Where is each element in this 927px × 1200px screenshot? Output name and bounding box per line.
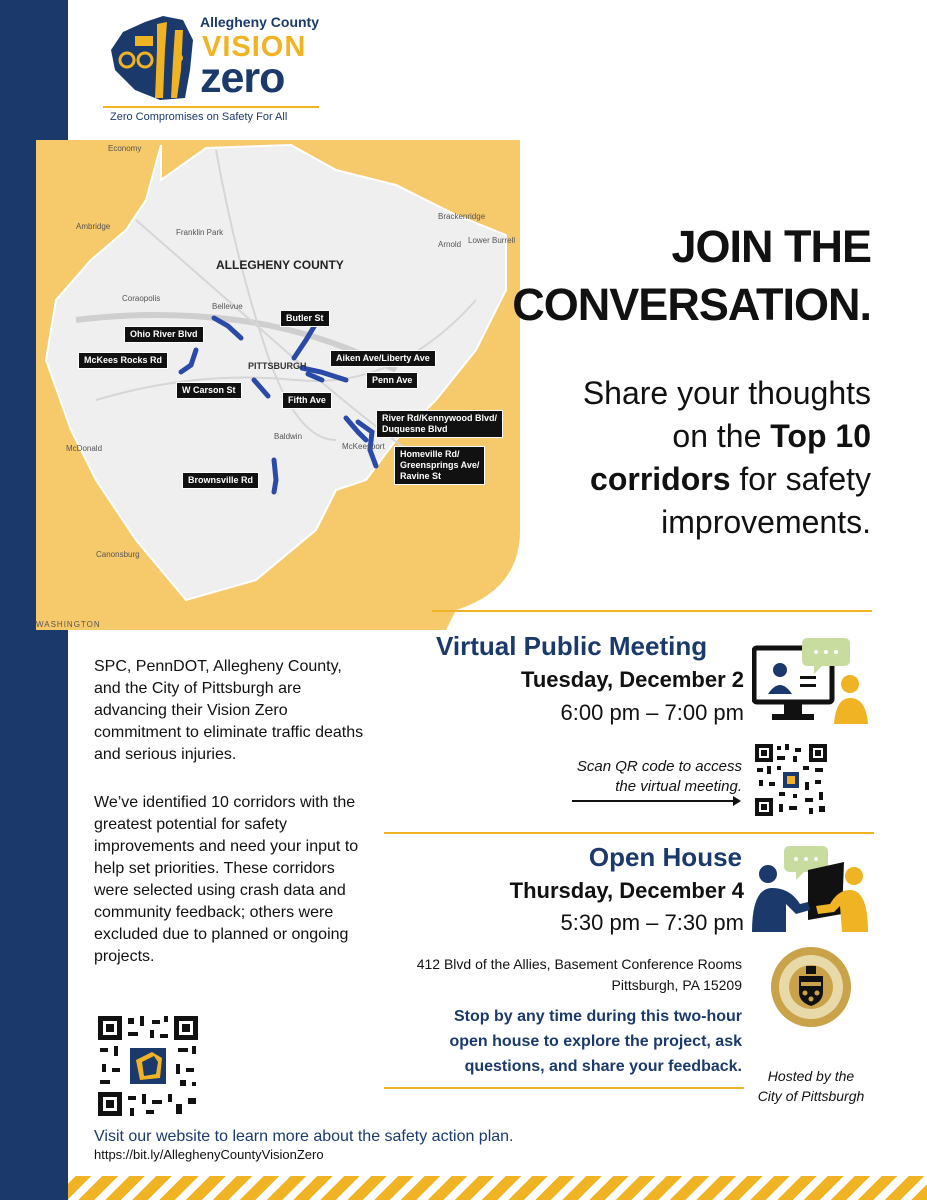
share-text xyxy=(583,372,871,544)
virtual-meeting-date: Tuesday, December 2 xyxy=(521,667,744,692)
share-line-2-text: on the xyxy=(672,418,771,454)
open-house-description xyxy=(402,1004,742,1079)
share-line-1: Share your thoughts xyxy=(582,375,871,411)
hosted-by xyxy=(756,1066,866,1106)
address-line-2: Pittsburgh, PA 15209 xyxy=(611,977,742,993)
place-ambridge: Ambridge xyxy=(76,222,111,231)
logo-vision-text: VISION xyxy=(202,31,307,63)
qr-caption xyxy=(577,757,742,797)
intro-paragraph-1: SPC, PennDOT, Allegheny County, and the City of Pittsburgh are advancing their Vision Zero commitment to eliminate traffic deaths and serious injuries. xyxy=(94,658,364,763)
corridor-label: W Carson St xyxy=(176,382,242,399)
virtual-meeting-qr-code[interactable] xyxy=(753,742,829,823)
virtual-meeting-time: 6:00 pm – 7:00 pm xyxy=(560,700,744,725)
corridor-label-line: Ravine St xyxy=(400,471,442,481)
hosted-line-1: Hosted by the xyxy=(767,1068,855,1084)
qr-caption-line-2: the virtual meeting. xyxy=(615,778,742,795)
headline-line-2: CONVERSATION. xyxy=(512,279,871,330)
place-arnold: Arnold xyxy=(438,240,462,249)
share-line-3-text: for safety xyxy=(730,461,871,497)
intro-paragraph-2: We’ve identified 10 corridors with the greatest potential for safety improvements and need your input to help set priorities. These corridors were selected using crash data and community feedback; others were excluded due to planned or ongoing projects. xyxy=(94,794,359,965)
share-line-4: improvements. xyxy=(661,504,871,540)
place-mckeesport: McKeesport xyxy=(342,442,385,451)
corridor-label-line: River Rd/Kennywood Blvd/ xyxy=(382,413,498,423)
corridor-label-line: Homeville Rd/ xyxy=(400,449,460,459)
open-house-address xyxy=(417,954,742,996)
share-line-3-bold: corridors xyxy=(590,461,731,497)
place-franklin-park: Franklin Park xyxy=(176,228,224,237)
corridor-label: Aiken Ave/Liberty Ave xyxy=(330,350,436,367)
logo-county-text: Allegheny County xyxy=(200,14,320,30)
corridor-label: Brownsville Rd xyxy=(182,472,259,489)
hosted-line-2: City of Pittsburgh xyxy=(757,1088,865,1104)
open-house-time: 5:30 pm – 7:30 pm xyxy=(560,910,744,935)
city-of-pittsburgh-seal-icon xyxy=(770,946,852,1033)
place-economy: Economy xyxy=(108,144,142,153)
logo-divider xyxy=(103,106,319,108)
share-line-2-bold: Top 10 xyxy=(770,418,871,454)
place-mcdonald: McDonald xyxy=(66,444,103,453)
place-coraopolis: Coraopolis xyxy=(122,294,161,303)
logo-county-shape-icon xyxy=(105,10,200,105)
corridor-label-line: Greensprings Ave/ xyxy=(400,460,480,470)
place-washington: WASHINGTON xyxy=(36,620,101,629)
place-canonsburg: Canonsburg xyxy=(96,550,140,559)
corridor-label: McKees Rocks Rd xyxy=(78,352,168,369)
share-line-2 xyxy=(583,415,871,458)
description-line-1: Stop by any time during this two-hour xyxy=(454,1008,742,1025)
logo-tagline: Zero Compromises on Safety For All xyxy=(110,111,288,123)
headline-line-1: JOIN THE xyxy=(671,221,871,272)
open-house-date: Thursday, December 4 xyxy=(509,878,744,903)
open-house-title: Open House xyxy=(588,842,742,872)
map-city-label: PITTSBURGH xyxy=(248,361,307,371)
corridor-label-line: Duquesne Blvd xyxy=(382,424,448,434)
map-county-label: ALLEGHENY COUNTY xyxy=(216,258,344,272)
address-line-1: 412 Blvd of the Allies, Basement Conference Rooms xyxy=(416,956,742,972)
divider-bottom xyxy=(384,1087,744,1089)
corridor-label: Butler St xyxy=(280,310,330,327)
description-line-3: questions, and share your feedback. xyxy=(464,1058,742,1075)
corridor-multi-label xyxy=(394,446,485,485)
corridor-label: Penn Ave xyxy=(366,372,418,389)
logo-zero-text: zero xyxy=(200,54,285,102)
arrow-line xyxy=(572,800,738,802)
qr-caption-line-1: Scan QR code to access xyxy=(576,758,742,775)
place-lower-burrell: Lower Burrell xyxy=(468,236,516,245)
divider-middle xyxy=(384,832,874,834)
corridor-label: Fifth Ave xyxy=(282,392,332,409)
corridor-multi-label xyxy=(376,410,503,438)
divider-top xyxy=(432,610,872,612)
website-qr-code[interactable] xyxy=(96,1014,200,1123)
bottom-stripe-band xyxy=(68,1176,927,1200)
place-baldwin: Baldwin xyxy=(274,432,303,441)
headline xyxy=(512,218,871,334)
corridor-label: Ohio River Blvd xyxy=(124,326,204,343)
share-line-3 xyxy=(583,458,871,501)
place-brackenridge: Brackenridge xyxy=(438,212,486,221)
virtual-meeting-title: Virtual Public Meeting xyxy=(436,631,708,661)
open-house-people-icon xyxy=(750,844,870,939)
description-line-2: open house to explore the project, ask xyxy=(449,1033,742,1050)
place-bellevue: Bellevue xyxy=(212,302,243,311)
website-cta: Visit our website to learn more about the safety action plan. xyxy=(94,1128,514,1145)
arrow-right-icon xyxy=(733,796,741,806)
virtual-meeting-icon xyxy=(752,636,870,733)
website-link[interactable]: https://bit.ly/AlleghenyCountyVisionZero xyxy=(94,1147,324,1162)
corridor-map xyxy=(36,140,520,630)
